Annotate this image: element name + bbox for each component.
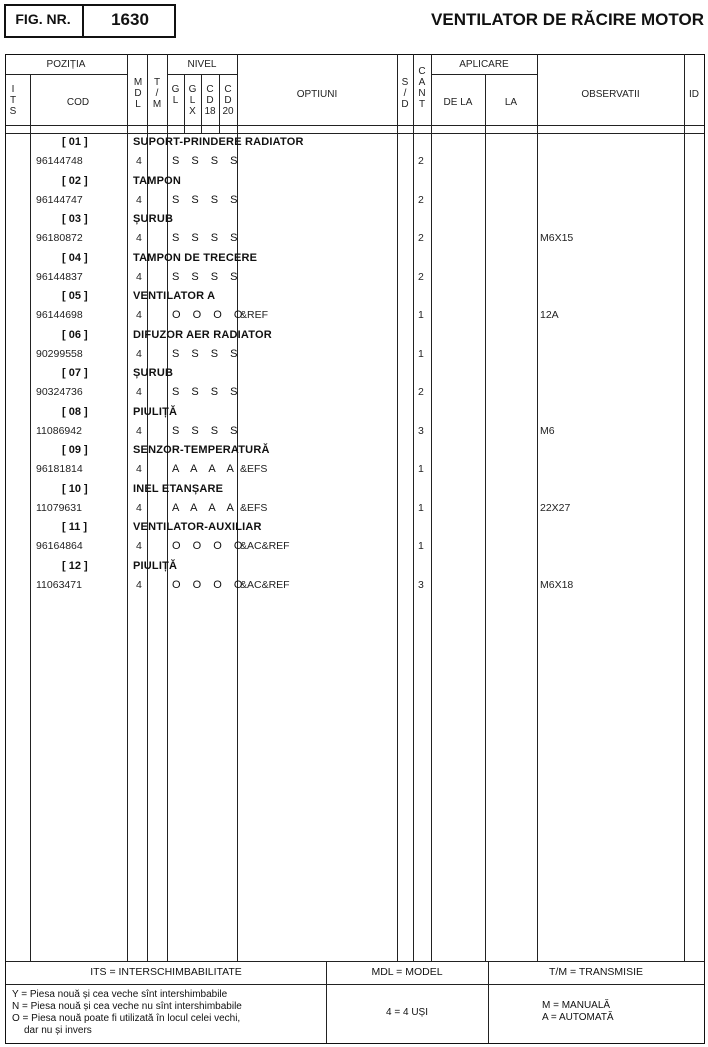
grid-vline: [485, 133, 486, 961]
header-nivel: NIVEL: [187, 59, 217, 70]
grid-vline: [431, 133, 432, 961]
quantity-value: 2: [418, 270, 424, 283]
options-value: &AC&REF: [240, 578, 290, 591]
part-name: VENTILATOR A: [133, 290, 216, 302]
legend-its-o-cont: dar nu și invers: [24, 1025, 92, 1036]
part-name: ȘURUB: [133, 367, 174, 379]
header-de-la: DE LA: [443, 97, 473, 108]
quantity-value: 1: [418, 540, 424, 552]
position-label: [ 05 ]: [62, 290, 88, 302]
part-name: SENZOR-TEMPERATURĂ: [133, 444, 270, 456]
quantity-value: 3: [418, 424, 424, 437]
part-code: 11086942: [36, 424, 82, 437]
header-cd18: C D 18: [204, 84, 216, 117]
quantity-value: 3: [418, 578, 424, 591]
quantity-value: 2: [418, 232, 424, 244]
header-glx: G L X: [188, 84, 197, 117]
page-title: VENTILATOR DE RĂCIRE MOTOR: [431, 10, 704, 29]
position-label: [ 01 ]: [62, 136, 88, 148]
legend-tm-title: T/M = TRANSMISIE: [548, 966, 644, 978]
parts-table: [5, 54, 705, 1044]
part-name: DIFUZOR AER RADIATOR: [133, 328, 272, 341]
part-name: PIULIȚĂ: [133, 405, 178, 418]
part-code: 96144837: [36, 270, 83, 283]
mdl-value: 4: [136, 540, 142, 552]
header-optiuni: OPTIUNI: [296, 89, 338, 100]
options-value: &EFS: [240, 501, 268, 514]
nivel-values: O O O O: [172, 309, 247, 321]
grid-vline: [30, 133, 31, 961]
position-label: [ 09 ]: [62, 444, 88, 456]
part-name: SUPORT-PRINDERE RADIATOR: [133, 136, 304, 148]
mdl-value: 4: [136, 578, 142, 591]
observation-value: 12A: [540, 309, 559, 321]
nivel-values: S S S S: [172, 386, 243, 398]
header-its: I T S: [9, 84, 17, 117]
figure-label: FIG. NR.: [4, 4, 84, 38]
header-cd20: C D 20: [222, 84, 234, 117]
legend-tm-a: A = AUTOMATĂ: [542, 1012, 614, 1023]
options-value: &EFS: [240, 463, 268, 475]
grid-vline: [684, 133, 685, 961]
observation-value: M6X15: [540, 232, 574, 244]
mdl-value: 4: [136, 155, 142, 167]
header-observatii: OBSERVATII: [581, 89, 640, 100]
part-code: 90299558: [36, 347, 83, 360]
header-gl: G L: [171, 84, 180, 106]
mdl-value: 4: [136, 424, 142, 437]
grid-hline: [431, 74, 537, 75]
mdl-value: 4: [136, 347, 142, 360]
observation-value: M6X18: [540, 578, 574, 591]
part-name: INEL ETANȘARE: [133, 482, 224, 495]
header-cant: C A N T: [418, 66, 426, 110]
observation-value: 22X27: [540, 501, 571, 514]
position-label: [ 02 ]: [62, 174, 88, 187]
part-code: 96180872: [36, 232, 83, 244]
legend-its-title: ITS = INTERSCHIMBABILITATE: [90, 966, 242, 978]
nivel-values: A A A A: [172, 501, 239, 514]
mdl-value: 4: [136, 232, 142, 244]
nivel-values: S S S S: [172, 424, 243, 437]
quantity-value: 1: [418, 463, 424, 475]
quantity-value: 1: [418, 347, 424, 360]
header-id: ID: [689, 89, 699, 100]
part-name: TAMPON: [133, 174, 182, 187]
grid-hline: [167, 74, 237, 75]
part-code: 96164864: [36, 540, 83, 552]
header-sd: S / D: [401, 77, 409, 110]
grid-vline: [127, 54, 128, 133]
position-label: [ 11 ]: [62, 521, 88, 533]
grid-hline: [6, 133, 704, 134]
part-code: 11063471: [36, 578, 82, 591]
part-code: 90324736: [36, 386, 83, 398]
position-label: [ 12 ]: [62, 559, 88, 572]
part-name: ȘURUB: [133, 213, 174, 225]
nivel-values: S S S S: [172, 347, 243, 360]
header-aplicare: APLICARE: [459, 59, 509, 70]
quantity-value: 2: [418, 155, 424, 167]
quantity-value: 1: [418, 309, 424, 321]
figure-number: 1630: [111, 10, 149, 29]
nivel-values: O O O O: [172, 540, 247, 552]
header-mdl: M D L: [133, 77, 143, 110]
options-value: &REF: [240, 309, 269, 321]
grid-hline: [6, 984, 704, 985]
header-tm: T / M: [152, 77, 162, 110]
legend-tm-m: M = MANUALĂ: [542, 1000, 611, 1011]
quantity-value: 2: [418, 193, 424, 206]
part-name: VENTILATOR-AUXILIAR: [133, 521, 262, 533]
legend-its-n: N = Piesa nouă și cea veche nu sînt intershimbabile: [12, 1001, 242, 1012]
mdl-value: 4: [136, 309, 142, 321]
nivel-values: O O O O: [172, 578, 247, 591]
grid-hline: [6, 74, 127, 75]
mdl-value: 4: [136, 386, 142, 398]
grid-vline: [413, 133, 414, 961]
part-code: 96144698: [36, 309, 83, 321]
nivel-values: S S S S: [172, 232, 243, 244]
legend-mdl-title: MDL = MODEL: [371, 966, 443, 978]
legend-mdl-4: 4 = 4 UȘI: [386, 1007, 428, 1018]
mdl-value: 4: [136, 270, 142, 283]
grid-vline: [397, 133, 398, 961]
part-code: 96181814: [36, 463, 83, 475]
nivel-values: S S S S: [172, 270, 243, 283]
part-name: PIULIȚĂ: [133, 559, 178, 572]
nivel-values: S S S S: [172, 155, 243, 167]
header-pozitia: POZIȚIA: [46, 59, 86, 70]
grid-vline: [537, 133, 538, 961]
mdl-value: 4: [136, 193, 142, 206]
legend-its-y: Y = Piesa nouă și cea veche sînt intershimbabile: [12, 989, 228, 1000]
observation-value: M6: [540, 424, 555, 437]
position-label: [ 07 ]: [62, 367, 88, 379]
part-name: TAMPON DE TRECERE: [133, 251, 258, 264]
legend-top-line: [6, 961, 704, 962]
part-code: 96144747: [36, 193, 83, 206]
header-bottom-line: [6, 125, 704, 126]
header-la: LA: [504, 97, 518, 108]
part-code: 11079631: [36, 501, 82, 514]
part-code: 96144748: [36, 155, 83, 167]
quantity-value: 1: [418, 501, 424, 514]
nivel-values: S S S S: [172, 193, 243, 206]
mdl-value: 4: [136, 501, 142, 514]
nivel-values: A A A A: [172, 463, 239, 475]
header-cod: COD: [66, 97, 90, 108]
grid-vline: [147, 54, 148, 133]
legend-its-o: O = Piesa nouă poate fi utilizată în locul celei vechi,: [12, 1013, 241, 1024]
position-label: [ 06 ]: [62, 328, 88, 341]
mdl-value: 4: [136, 463, 142, 475]
options-value: &AC&REF: [240, 540, 290, 552]
position-label: [ 08 ]: [62, 405, 88, 418]
grid-vline: [127, 133, 128, 961]
position-label: [ 03 ]: [62, 213, 88, 225]
quantity-value: 2: [418, 386, 424, 398]
position-label: [ 04 ]: [62, 251, 88, 264]
position-label: [ 10 ]: [62, 482, 88, 495]
